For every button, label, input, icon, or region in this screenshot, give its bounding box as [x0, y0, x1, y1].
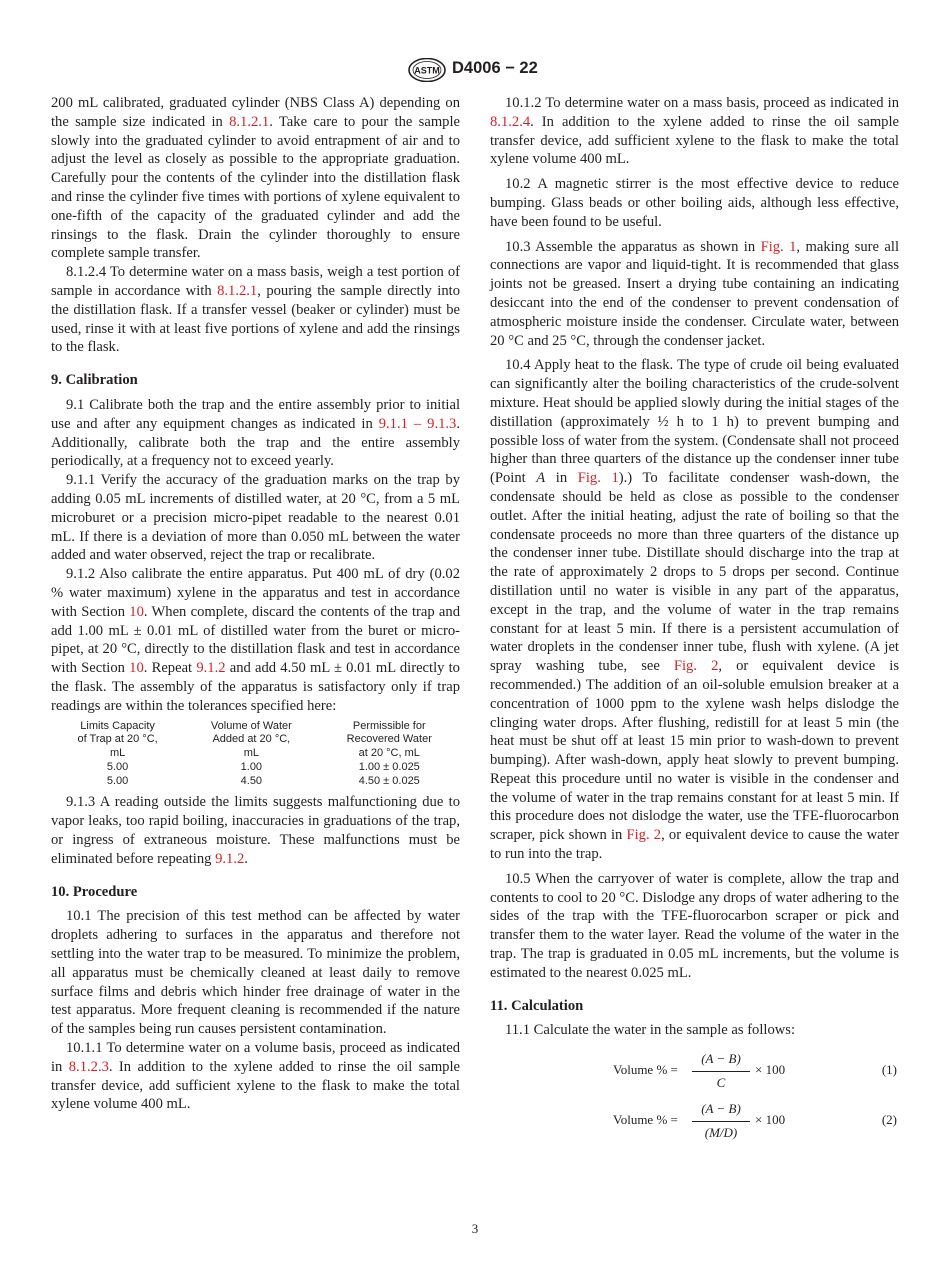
standard-designation: D4006 − 22 [452, 59, 538, 77]
paragraph-9-1-3: 9.1.3 A reading outside the limits suggests malfunctioning due to vapor leaks, too rapid boiling, inaccuracies in graduations of the trap, or ingress of extraneous moisture. These malfunctions must be eliminated before repeating 9.1.2. [51, 794, 460, 867]
equation-number: (1) [881, 1062, 897, 1078]
page-header [0, 58, 950, 84]
paragraph-10-1: 10.1 The precision of this test method can be affected by water droplets adhering to surfaces in the apparatus and therefore not settling into the water trap to be measured. To minimize the problem, all apparatus must be chemically cleaned at least daily to remove surface films and debris which hinder free drainage of water in the test apparatus. More frequent cleaning is recommended if the nature of the samples being run causes persistent contamination. [51, 908, 460, 1038]
page-number: 3 [471, 1221, 479, 1236]
paragraph-8-1-2-4: 8.1.2.4 To determine water on a mass basis, weigh a test portion of sample in accordance with 8.1.2.1, pouring the sample directly into the distillation flask. If a transfer vessel (beaker or cylinder) must be used, rinse it with at least five portions of xylene and add the rinsings to the flask. [51, 264, 461, 356]
ref-link[interactable]: 10 [129, 603, 144, 620]
paragraph-9-1-1: 9.1.1 Verify the accuracy of the graduation marks on the trap by adding 0.05 mL increments of distilled water, at 20 °C, from a 5 mL microburet or a precision micro-pipet readable to the nearest 0.01 mL. If there is a deviation of more than 0.050 mL between the water added and water observed, reject the trap or recalibrate. [51, 472, 460, 564]
ref-link[interactable]: 8.1.2.4 [490, 113, 531, 130]
right-column [490, 94, 899, 1140]
numerator: (A − B) [692, 1100, 750, 1122]
table-cell: 5.00 [106, 760, 129, 773]
table-cell: 1.00 [240, 760, 263, 773]
paragraph-10-5: 10.5 When the carryover of water is complete, allow the trap and contents to cool to 20 °C. Dislodge any drops of water adhering to the sides of the trap with the TFE-fluorocarbon scraper or pick and transfer them to the water layer. Read the volume of the water in the trap. The trap is graduated in 0.05 mL increments, but the volume is estimated to the nearest 0.025 mL. [490, 870, 899, 981]
multiplier: × 100 [755, 1062, 786, 1078]
ref-link[interactable]: Fig. 2 [673, 658, 719, 675]
table-header: Limits Capacity of Trap at 20 °C, mL [77, 719, 158, 760]
equation-label: Volume % = [613, 1112, 678, 1128]
table-cell: 5.00 [106, 774, 129, 787]
equation-fraction [692, 1050, 750, 1093]
ref-link[interactable]: 8.1.2.1 [229, 113, 270, 130]
equation-2 [490, 1100, 899, 1140]
table-row [51, 761, 460, 775]
paragraph-9-1: 9.1 Calibrate both the trap and the entire assembly prior to initial use and after any equipment changes as indicated in 9.1.1 – 9.1.3. Additionally, calibrate both the trap and the entire assembly periodically, at a frequency not to exceed yearly. [51, 396, 460, 470]
ref-link[interactable]: Fig. 2 [626, 827, 662, 844]
logo-text: ASTM [414, 65, 440, 76]
denominator: C [716, 1075, 726, 1091]
section-heading-calculation: 11. Calculation [490, 997, 584, 1014]
ref-link[interactable]: 9.1.2 [196, 660, 226, 677]
tolerance-table [51, 720, 460, 789]
table-cell: 4.50 ± 0.025 [358, 774, 420, 787]
section-heading-calibration: 9. Calibration [51, 372, 138, 389]
ref-link[interactable]: 8.1.2.1 [217, 282, 258, 299]
table-header: Volume of Water Added at 20 °C, mL [210, 719, 292, 760]
equation-number: (2) [881, 1112, 897, 1128]
ref-link[interactable]: 9.1.1 – 9.1.3 [378, 415, 457, 432]
table-header: Permissible for Recovered Water at 20 °C, mL [346, 719, 432, 760]
ref-link[interactable]: Fig. 1 [760, 238, 797, 255]
table-row [51, 775, 460, 789]
paragraph-10-4: 10.4 Apply heat to the flask. The type of crude oil being evaluated can significantly alter the boiling characteristics of the crude-solvent mixture. Heat should be applied slowly during the initial stages of the distillation (approximately ½ h to 1 h) to prevent bumping and possible loss of water from the system. (Condensate shall not proceed higher than three quarters of the distance up the condenser inner tube (Point A in Fig. 1).) To facilitate condenser wash-down, the condensate should be held as close as possible to the condenser outlet. After the initial heating, adjust the rate of boiling so that the condensate proceeds no more than three quarters of the distance up the condenser inner tube. Distillate should discharge into the trap at the rate of approximately 2 drops to 5 drops per second. Continue distillation until no water is visible in any part of the apparatus, except in the trap, and the volume of water in the trap remains constant for at least 5 min. If there is a persistent accumulation of water droplets in the condenser inner tube, flush with xylene. (A jet spray washing tube, see Fig. 2, or equivalent device is recommended.) The addition of an oil-soluble emulsion breaker at a concentration of 1000 ppm to the xylene wash helps dislodge the clinging water drops. After flushing, redistill for at least 5 min (the heat must be shut off at least 15 min prior to wash-down to prevent bumping). After wash-down, apply heat slowly to prevent bumping. Repeat this procedure until no water is visible in the condenser and the volume of water in the trap remains constant for at least 5 min. If this procedure does not dislodge the water, use the TFE-fluorocarbon scraper, pick shown in Fig. 2, or equivalent device to cause the water to run into the trap. [490, 357, 900, 863]
paragraph-11-1: 11.1 Calculate the water in the sample as follows: [505, 1022, 796, 1039]
paragraph-10-3: 10.3 Assemble the apparatus as shown in Fig. 1, making sure all connections are vapor and liquid-tight. It is recommended that glass joints not be greased. Insert a drying tube containing an indicating desiccant into the end of the condenser to prevent condensation of atmospheric moisture inside the condenser. Circulate water, between 20 °C and 25 °C, through the condenser jacket. [490, 238, 899, 349]
paragraph-10-2: 10.2 A magnetic stirrer is the most effective device to reduce bumping. Glass beads or other boiling aids, although less effective, have been found to be useful. [490, 176, 899, 230]
section-heading-procedure: 10. Procedure [51, 883, 138, 900]
equation-fraction [692, 1100, 750, 1143]
numerator: (A − B) [692, 1050, 750, 1072]
denominator: (M/D) [704, 1125, 738, 1141]
ref-link[interactable]: 9.1.2 [215, 850, 245, 867]
paragraph-9-1-2: 9.1.2 Also calibrate the entire apparatus. Put 400 mL of dry (0.02 % water maximum) xylene in the apparatus and test in accordance with Section 10. When complete, discard the contents of the trap and add 1.00 mL ± 0.01 mL of distilled water from the buret or micro-pipet, at 20 °C, directly to the distillation flask and test in accordance with Section 10. Repeat 9.1.2 and add 4.50 mL ± 0.01 mL directly to the flask. The assembly of the apparatus is satisfactory only if trap readings are within the tolerances specified here: [51, 566, 460, 714]
paragraph-10-1-2: 10.1.2 To determine water on a mass basis, proceed as indicated in 8.1.2.4. In addition to the xylene added to rinse the oil sample transfer device, add sufficient xylene to the flask to make the total xylene volume 400 mL. [490, 95, 899, 168]
left-column [51, 94, 460, 1114]
paragraph-10-1-1: 10.1.1 To determine water on a volume basis, proceed as indicated in 8.1.2.3. In addition to the xylene added to rinse the oil sample transfer device, add sufficient xylene to the flask to make the total xylene volume 400 mL. [51, 1040, 461, 1113]
astm-logo-icon [408, 58, 446, 82]
ref-link[interactable]: 8.1.2.3 [68, 1058, 109, 1075]
paragraph-8-1-2-3-continued: 200 mL calibrated, graduated cylinder (NBS Class A) depending on the sample size indicated in 8.1.2.1. Take care to pour the sample slowly into the graduated cylinder to avoid entrapment of air and to adjust the level as closely as possible to the appropriate graduation. Carefully pour the contents of the cylinder into the distillation flask and rinse the cylinder five times with portions of xylene equivalent to one-fifth of the capacity of the graduated cylinder and add the rinsings to the flask. Drain the cylinder thoroughly to ensure complete sample transfer. [51, 95, 461, 262]
table-cell: 4.50 [240, 774, 263, 787]
equation-label: Volume % = [613, 1062, 678, 1078]
ref-link[interactable]: 10 [129, 660, 144, 677]
table-cell: 1.00 ± 0.025 [358, 760, 420, 773]
equation-1 [490, 1050, 899, 1090]
ref-link[interactable]: Fig. 1 [577, 470, 619, 487]
multiplier: × 100 [755, 1112, 786, 1128]
